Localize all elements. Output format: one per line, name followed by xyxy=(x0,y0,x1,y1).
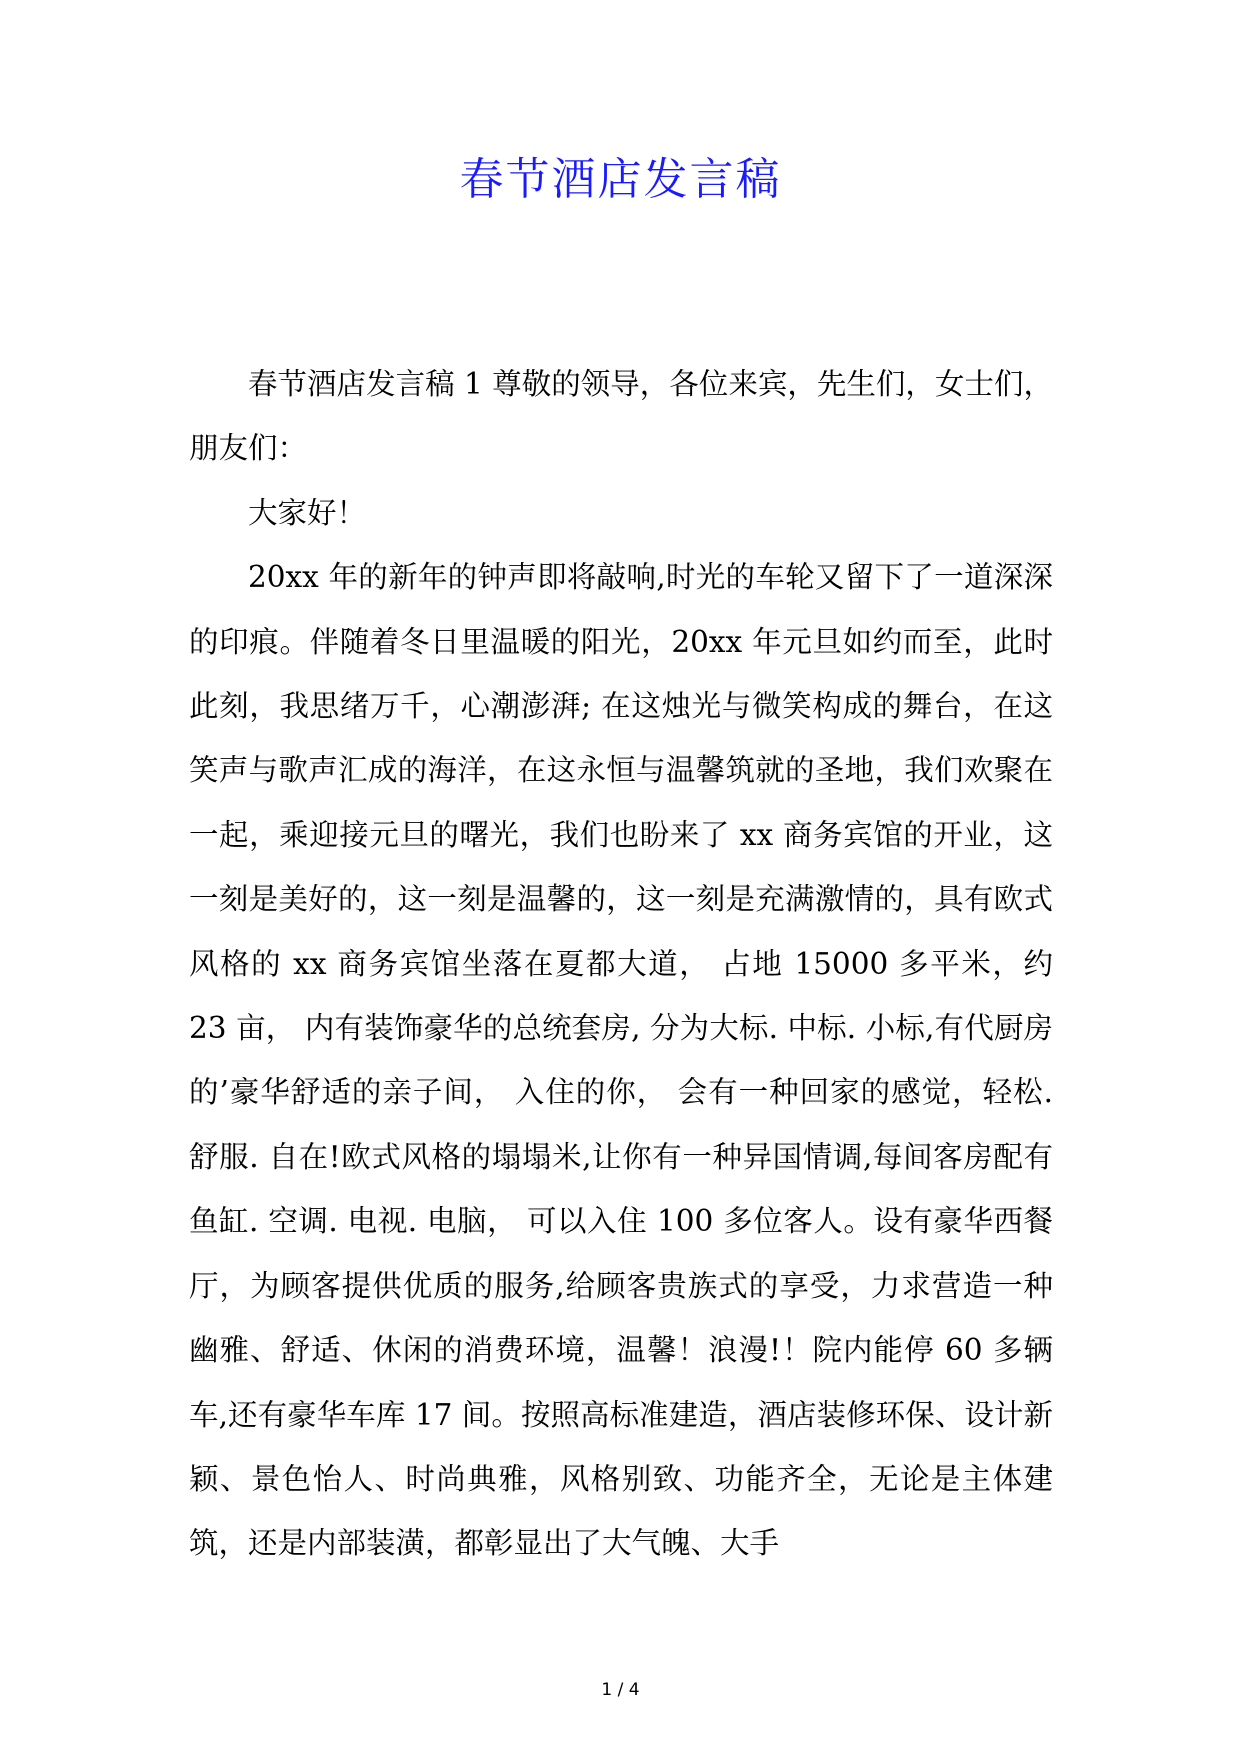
document-title: 春节酒店发言稿 xyxy=(459,154,782,205)
paragraph-hello: 大家好！ xyxy=(248,495,367,530)
document-body xyxy=(189,352,1053,1576)
paragraph-main: 20xx 年的新年的钟声即将敲响,时光的车轮又留下了一道深深的印痕。伴随着冬日里温暖的阳光，20xx 年元旦如约而至，此时此刻，我思绪万千，心潮澎湃; 在这烛光与微笑构成的舞台，在这笑声与歌声汇成的海洋，在这永恒与温馨筑就的圣地，我们欢聚在一起，乘迎接元旦的曙光，我们也盼来了 xx 商务宾馆的开业，这一刻是美好的，这一刻是温馨的，这一刻是充满激情的，具有欧式风格的 xx 商务宾馆坐落在夏都大道， 占地 15000 多平米，约 23 亩， 内有装饰豪华的总统套房, 分为大标. 中标. 小标,有代厨房的’豪华舒适的亲子间， 入住的你， 会有一种回家的感觉，轻松. 舒服. 自在!欧式风格的塌塌米,让你有一种异国情调,每间客房配有鱼缸. 空调. 电视. 电脑， 可以入住 100 多位客人。设有豪华西餐厅，为顾客提供优质的服务,给顾客贵族式的享受，力求营造一种幽雅、舒适、休闲的消费环境，温馨！浪漫!！院内能停 60 多辆车,还有豪华车库 17 间。按照高标准建造，酒店装修环保、设计新颖、景色怡人、时尚典雅，风格别致、功能齐全，无论是主体建筑，还是内部装潢，都彰显出了大气魄、大手 xyxy=(189,560,1053,1561)
page-number: 1 / 4 xyxy=(601,1680,640,1700)
paragraph-greeting: 春节酒店发言稿 1 尊敬的领导，各位来宾，先生们，女士们，朋友们： xyxy=(189,367,1053,466)
